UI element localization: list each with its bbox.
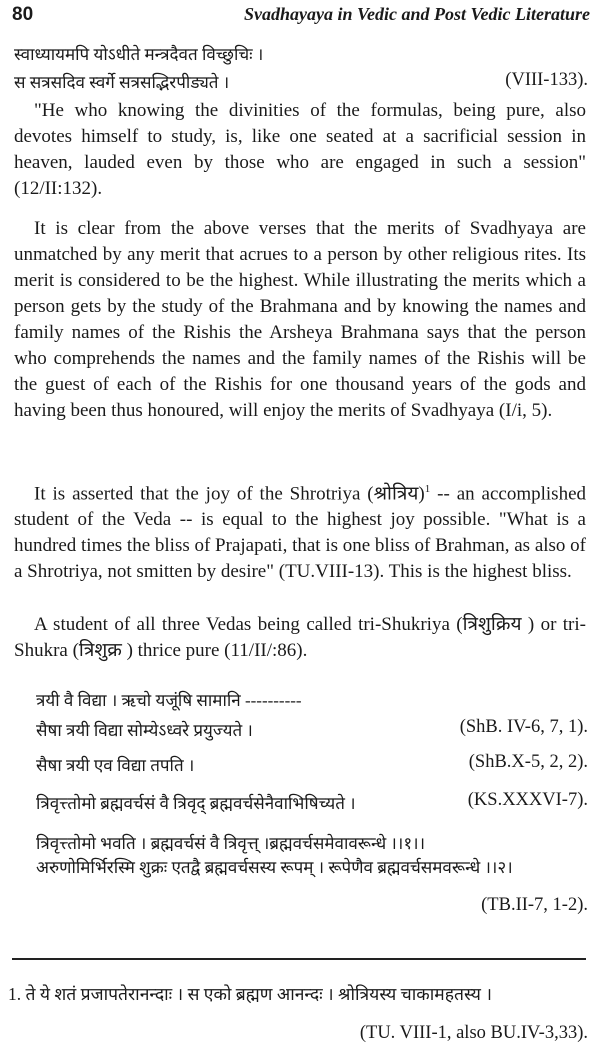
- paragraph: [14, 476, 586, 585]
- quote-line: त्रिवृत्त्तोमो ब्रह्मवर्चसं वै त्रिवृद् ब्रह्मवर्चसेनैवाभिषिच्यते ।: [36, 794, 356, 813]
- quote-reference: (KS.XXXVI-7).: [467, 790, 588, 810]
- paragraph: "He who knowing the divinities of the formulas, being pure, also devotes himself to study, is, like one seated at a sacrificial session in heaven, lauded even by those who are engaged in such a session" (12/II:132).: [14, 100, 586, 199]
- paragraph: A student of all three Vedas being called tri-Shukriya (त्रिशुक्रिय ) or tri-Shukra (त्रिशुक्र ) thrice pure (11/II/:86).: [14, 614, 586, 661]
- paragraph: It is clear from the above verses that the merits of Svadhyaya are unmatched by any merit that acrues to a person by other religious rites. Its merit is considered to be the highest. While illustrating the merits which a person gets by the study of the Brahmana and by knowing the names and family names of the Rishis the Arsheya Brahmana says that the person who comprehends the names and the family names of the Rishis will be the guest of each of the Rishis for one thousand years of the gods and having been thus honoured, will enjoy the merits of Svadhyaya (I/i, 5).: [14, 218, 586, 421]
- running-title: Svadhayaya in Vedic and Post Vedic Literature: [244, 4, 590, 24]
- quote-reference: (ShB.X-5, 2, 2).: [468, 752, 588, 772]
- quote-line: सैषा त्रयी एव विद्या तपति ।: [36, 756, 195, 775]
- quote-reference: (ShB. IV-6, 7, 1).: [459, 717, 588, 737]
- footnote-text: 1. ते ये शतं प्रजापतेरानन्दाः । स एको ब्रह्मण आनन्दः । श्रोत्रियस्य चाकामहतस्य ।: [8, 984, 492, 1004]
- quote-reference: (TB.II-7, 1-2).: [481, 895, 588, 915]
- page-number: 80: [12, 4, 34, 25]
- footnote-marker: 1: [424, 483, 431, 495]
- paragraph-text: It is asserted that the joy of the Shrotriya (श्रोत्रिय): [34, 483, 425, 505]
- paragraph-text: -- an accomplished student of the Veda -- is equal to the highest joy possible. "What is a hundred times the bliss of Prajapati, that is one bliss of Brahman, as also of a Shrotriya, not smitten by desire" (TU.VIII-13). This is the highest bliss.: [14, 483, 587, 583]
- verse-line: स सत्रसदिव स्वर्गे सत्रसद्भिरपीड्यते ।: [14, 73, 230, 92]
- verse-line: स्वाध्यायमपि योऽधीते मन्त्रदैवत विच्छुचिः ।: [14, 45, 264, 64]
- running-header: [10, 4, 590, 32]
- quote-line: अरुणोमिर्भिरस्मि शुक्रः एतद्वै ब्रह्मवर्चसस्य रूपम् । रूपेणैव ब्रह्मवर्चसमवरून्धे ।।२।: [36, 858, 513, 877]
- quote-line: त्रयी वै विद्या । ऋचो यजूंषि सामानि ----------: [36, 691, 302, 710]
- quote-line: त्रिवृत्त्तोमो भवति । ब्रह्मवर्चसं वै त्रिवृत्त् ।ब्रह्मवर्चसमेवावरून्धे ।।१।।: [36, 834, 426, 853]
- footnote-reference: (TU. VIII-1, also BU.IV-3,33).: [359, 1023, 588, 1043]
- footnote-divider: [12, 958, 586, 960]
- quote-line: सैषा त्रयी विद्या सोम्येऽध्वरे प्रयुज्यते ।: [36, 721, 253, 740]
- verse-reference: (VIII-133).: [505, 70, 588, 90]
